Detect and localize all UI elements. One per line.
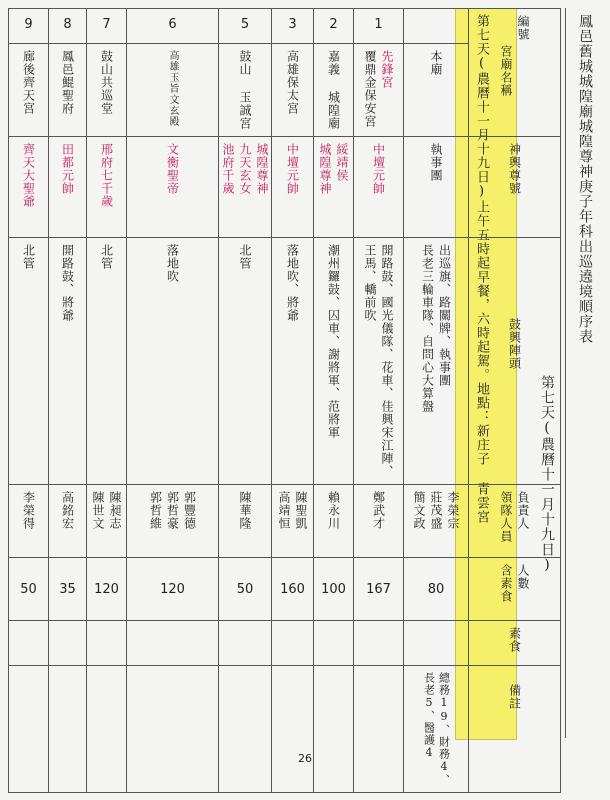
temple-name: 嘉義 城隍廟 — [326, 50, 341, 130]
leader-name: 郭哲維 — [148, 491, 163, 530]
note-row — [9, 666, 561, 793]
deity-row — [9, 137, 561, 238]
number-row — [9, 9, 561, 44]
veg-row — [9, 621, 561, 666]
deity-name: 田都元帥 — [60, 143, 75, 195]
temple-name: 鼓山共巡堂 — [99, 50, 114, 115]
deity-name: 九天玄女 — [238, 143, 252, 195]
header-count: 人數 — [516, 564, 530, 590]
head-count: 35 — [59, 582, 76, 597]
leader-name: 高銘宏 — [60, 491, 75, 530]
leader-name: 陳世文 — [91, 491, 105, 530]
host-troupe: 長老三輪車隊、自問心大算盤 — [420, 244, 435, 413]
host-note: 總務19、財務4、 — [437, 672, 451, 786]
leader-name: 高靖恒 — [277, 491, 291, 530]
host-leader: 莊茂盛 — [429, 491, 443, 530]
host-temple: 本廟 — [429, 50, 443, 76]
temple-name: 廊後齊天宮 — [21, 50, 36, 115]
troupe-row — [9, 238, 561, 485]
deity-name: 邢府七千歲 — [99, 143, 114, 208]
temple-name: 高雄玉旨文玄殿 — [167, 50, 178, 127]
header-troupe: 鼓興陣頭 — [507, 318, 522, 370]
troupe-list: 開路鼓、國光儀隊、花車、佳興宋江陣、 — [380, 244, 394, 478]
header-veg: 素食 — [507, 627, 522, 653]
title-divider — [565, 8, 566, 738]
leader-name: 陳昶志 — [108, 491, 122, 530]
head-count: 160 — [280, 582, 305, 597]
row-number: 6 — [168, 17, 177, 32]
temple-name: 鳳邑鯤聖府 — [60, 50, 75, 115]
troupe-list: 潮州鑼鼓、囚車、謝將軍、范將軍 — [326, 244, 341, 439]
leader-name: 郭哲豪 — [165, 491, 180, 530]
header-number: 編號 — [516, 15, 530, 41]
troupe-list: 開路鼓、將爺 — [60, 244, 75, 322]
temple-name: 鼓山 玉誠宮 — [238, 50, 252, 130]
leader-name: 陳華隆 — [238, 491, 252, 530]
troupe-list: 落地吹、將爺 — [285, 244, 300, 322]
page-title: 鳳邑舊城城隍廟城隍尊神庚子年科出巡遶境順序表 — [577, 14, 593, 344]
row-number: 9 — [24, 17, 33, 32]
header-deity: 神輿尊號 — [507, 143, 522, 195]
host-note: 長老5、醫護4 — [422, 672, 436, 760]
deity-name: 城隍尊神 — [318, 143, 332, 195]
troupe-list: 落地吹 — [165, 244, 180, 283]
leader-name: 鄭武才 — [371, 491, 386, 530]
deity-name: 中壇元帥 — [371, 143, 386, 195]
troupe-list: 王馬、轎前吹 — [363, 244, 377, 322]
row-number: 5 — [240, 17, 250, 32]
leader-name: 郭豐德 — [182, 491, 197, 530]
header-leader: 負責人 — [516, 491, 530, 530]
deity-name: 文衡聖帝 — [165, 143, 180, 195]
schedule-text: 第七天(農曆十一月十九日)上午五時起早餐，六時起駕。地點：新庄子 青雲宮 — [474, 14, 489, 524]
row-number: 1 — [374, 17, 383, 32]
header-count: 含素食 — [499, 564, 513, 603]
deity-name: 齊天大聖爺 — [21, 143, 36, 208]
row-number: 8 — [63, 17, 72, 32]
page-subtitle: 第七天(農曆十一月十九日) — [539, 375, 555, 574]
deity-name: 池府千歲 — [221, 143, 235, 195]
host-count: 80 — [427, 582, 445, 597]
head-count: 167 — [366, 582, 391, 597]
row-number: 7 — [102, 17, 111, 32]
count-row — [9, 558, 561, 621]
host-deity: 執事團 — [429, 143, 443, 182]
host-leader: 李榮宗 — [446, 491, 460, 530]
troupe-list: 北管 — [238, 244, 252, 270]
header-temple: 宮廟名稱 — [499, 45, 513, 97]
troupe-list: 北管 — [99, 244, 114, 270]
head-count: 50 — [236, 582, 254, 597]
head-count: 50 — [20, 582, 37, 597]
temple-name: 覆鼎金保安宮 — [363, 50, 377, 128]
header-note: 備註 — [507, 684, 522, 710]
deity-name: 城隍尊神 — [255, 143, 269, 195]
troupe-list: 北管 — [21, 244, 36, 270]
row-number: 3 — [288, 17, 297, 32]
procession-table — [8, 8, 561, 793]
leader-name: 賴永川 — [326, 491, 341, 530]
host-troupe: 出巡旗、路關牌、執事團 — [437, 244, 452, 387]
leader-name: 陳聖凱 — [294, 491, 308, 530]
row-number: 2 — [329, 17, 338, 32]
leader-row — [9, 485, 561, 558]
host-leader: 簡文政 — [412, 491, 426, 530]
head-count: 120 — [160, 582, 185, 597]
leader-name: 李榮得 — [21, 491, 36, 530]
temple-name: 高雄保太宮 — [285, 50, 300, 115]
header-leader: 領隊人員 — [499, 491, 513, 543]
head-count: 120 — [94, 582, 119, 597]
page-number: 26 — [298, 752, 312, 765]
head-count: 100 — [321, 582, 346, 597]
deity-name: 綏靖侯 — [335, 143, 349, 182]
vanguard-label: 先鋒宮 — [380, 50, 394, 89]
deity-name: 中壇元帥 — [285, 143, 300, 195]
